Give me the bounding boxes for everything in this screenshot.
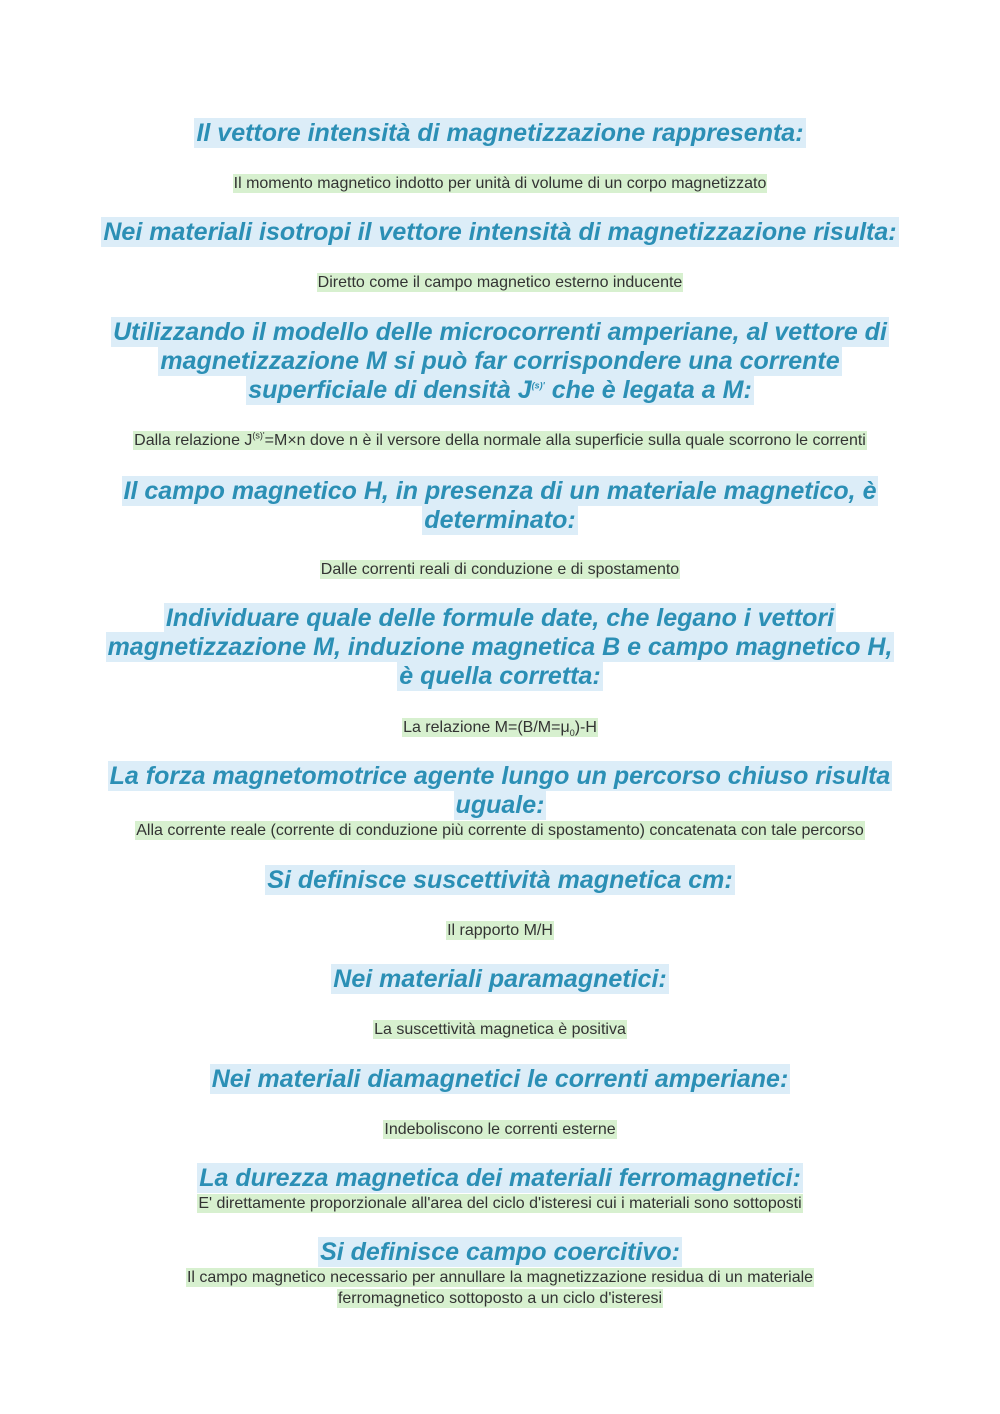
answer-text: Indeboliscono le correnti esterne <box>384 1121 616 1138</box>
question-heading: Nei materiali isotropi il vettore intensità di magnetizzazione risulta: <box>103 218 897 246</box>
answer-text: La relazione $M=(B/M=\mu_0)-H$ <box>403 719 597 739</box>
question-heading: Il vettore intensità di magnetizzazione rappresenta: <box>196 119 804 147</box>
answer-text: Dalla relazione $J^{(s)'}=M\times n$ dove n è il versore della normale alla superficie sulla quale scorrono le correnti <box>134 430 866 449</box>
question-heading: Nei materiali diamagnetici le correnti amperiane: <box>211 1065 789 1093</box>
question-heading: Il campo magnetico H, in presenza di un materiale magnetico, è determinato: <box>123 477 877 534</box>
question-heading: Nei materiali paramagnetici: <box>333 965 667 993</box>
question-heading: Individuare quale delle formule date, che legano i vettori magnetizzazione M, induzione magnetica B e campo magnetico H, è quella corretta: <box>107 604 893 690</box>
answer-text: Dalle correnti reali di conduzione e di spostamento <box>320 561 680 578</box>
answer-text: Il campo magnetico necessario per annullare la magnetizzazione residua di un materiale ferromagnetico sottoposto a un ciclo d'isteresi <box>186 1269 814 1307</box>
answer-text: La suscettività magnetica è positiva <box>374 1021 626 1038</box>
answer-text: Diretto come il campo magnetico esterno inducente <box>317 274 683 291</box>
question-heading: La forza magnetomotrice agente lungo un percorso chiuso risulta uguale: <box>109 762 891 819</box>
answer-text: Il momento magnetico indotto per unità di volume di un corpo magnetizzato <box>233 175 767 192</box>
answer-text: E' direttamente proporzionale all'area del ciclo d'isteresi cui i materiali sono sottoposti <box>198 1195 802 1212</box>
question-heading: Si definisce campo coercitivo: <box>320 1238 680 1266</box>
question-heading: La durezza magnetica dei materiali ferromagnetici: <box>199 1164 801 1192</box>
answer-text: Il rapporto M/H <box>447 922 553 939</box>
question-heading: Si definisce suscettività magnetica cm: <box>267 866 733 894</box>
answer-text: Alla corrente reale (corrente di conduzione più corrente di spostamento) concatenata con tale percorso <box>136 822 864 839</box>
question-heading: Utilizzando il modello delle microcorrenti amperiane, al vettore di magnetizzazione M si può far corrispondere una corrente superficiale di densità $J^{(s)'}$ che è legata a M: <box>113 318 887 404</box>
